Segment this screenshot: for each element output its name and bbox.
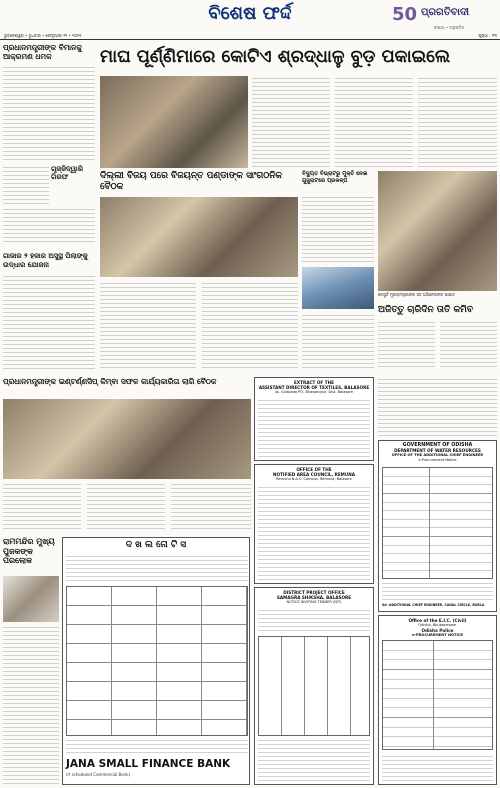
tender-ad-samagra-shiksha: [254, 587, 374, 785]
anniversary-logo: [392, 4, 420, 26]
story-power-grid: [302, 171, 374, 371]
story-internship-body: [3, 482, 251, 532]
story-priest-body: [3, 625, 59, 785]
photo-priest: [3, 576, 59, 622]
headline-ram-mandir-priest: ରାମମନ୍ଦିର ମୁଖ୍ୟ ପୁଜକଙ୍କ ପରଲୋକ: [3, 537, 55, 565]
story-temperature-body: [378, 320, 497, 370]
samagra-ad-line1: DISTRICT PROJECT OFFICE: [283, 590, 345, 595]
eic-ad-line4: e-PROCUREMENT NOTICE: [412, 633, 463, 637]
gov-ad-signature: Sd- ADDITIONAL CHIEF ENGINEER, CANAL CIRCLE, BURLA: [382, 603, 485, 607]
samagra-tender-table: [258, 636, 370, 736]
header-title: ବିଶେଷ ଫର୍ଦ୍ଦ: [208, 3, 292, 24]
possession-notice-ad: [62, 537, 250, 785]
story-pm-plane-threat: [3, 43, 95, 251]
story-body-text-2: [3, 165, 49, 205]
remuna-ad-line2: NOTIFIED AREA COUNCIL, REMUNA: [273, 472, 355, 477]
headline-power-grid: ବିଦ୍ୟୁତ ବିଭ୍ରାଟରୁ ମୁକ୍ତି ନେଇ ଗୁଜୁରାଟରେ ପ୍ରକଳ୍ପ: [302, 171, 368, 184]
eic-ad-line1: Office of the E.I.C. (Civil): [408, 618, 467, 623]
textiles-ad-line3: At- Gudpada PO- Bhawanipur, Dist- Balasore: [275, 390, 353, 394]
tender-ad-eic-civil: [378, 615, 497, 785]
gov-ad-line3: OFFICE OF THE ADDITIONAL CHIEF ENGINEER: [391, 453, 484, 457]
eic-ad-line2: Odisha, Bhubaneswar: [418, 623, 457, 627]
page-number: ପୃଷ୍ଠା : ୧୩: [478, 33, 497, 38]
notice-heading: ଦ ଖ ଲ ନୋ ଟି ସ: [125, 540, 187, 550]
bank-subtitle: (A scheduled Commercial Bank): [66, 772, 131, 777]
photo-solar-field: [302, 267, 374, 309]
headline-arrest: ଗୃଜ୍ଜିଦ୍ୱାରି ଗିରଫ: [51, 165, 95, 181]
photo-delhi-meeting: [100, 197, 298, 277]
notice-table: [66, 586, 248, 736]
remuna-ad-line3: Remuna N.A.C. Campus, Remuna, Balasore: [276, 477, 352, 481]
headline-magha-purnima: ମାଘ ପୂର୍ଣ୍ଣିମାରେ କୋଟିଏ ଶ୍ରଦ୍ଧାଳୁ ବୁଡ଼ ପକାଇଲେ: [100, 47, 451, 67]
photo-actor-meeting: [378, 171, 497, 291]
date-line: ଭୁବନେଶ୍ୱର • ବୁଧବାର • ଫେବୃଆରୀ ୧୨ • ୨୦୨୫: [4, 33, 82, 38]
headline-pm-internship: ପ୍ରଧାନମନ୍ତ୍ରୀଙ୍କ ଇଣ୍ଟର୍ଣ୍ଣସିପ୍ କିମ୍ବା ସଫଳ କାର୍ଯ୍ୟକାରିତା ଲାଗି ବୈଠକ: [3, 377, 217, 386]
textiles-ad-line2: ASSISTANT DIRECTOR OF TEXTILES, BALASORE: [258, 385, 370, 390]
textiles-ad-line1: EXTRACT OF THE: [294, 380, 334, 385]
headline-gaza-children: ଗାଜାର ୨ ହଜାର ଅସୁସ୍ଥ ପିଲାଙ୍କୁ ଉଦ୍ଧାର ଯୋଜନା: [3, 252, 88, 269]
header: [0, 0, 500, 40]
headline-temperature: ଅଜିତ୍ତୁ ଚାରିଦିନ ତାତି କମିବ: [378, 305, 474, 315]
photo-kumbh-bathing: [100, 76, 248, 168]
story-body-text: [3, 65, 95, 163]
tender-ad-water-resources: [378, 440, 497, 612]
samagra-ad-line3: NOTICE INVITING TENDER (NIT): [286, 600, 342, 604]
tender-ad-textiles: [254, 377, 374, 461]
story-gaza-children: [3, 252, 95, 372]
masthead-name: ପ୍ରଗତିବାଦୀ: [421, 7, 470, 18]
headline-delhi-meeting: ଦିଲ୍ଲୀ ବିଜୟ ପରେ ବିଜୟନ୍ତ ପଣ୍ଡାଙ୍କ ସାଂଗଠନିକ ବୈଠକ: [100, 171, 283, 192]
eic-tender-table: [382, 640, 493, 750]
story-delhi-meeting: [100, 171, 298, 371]
gov-ad-line4: e-Procurement Notice: [418, 458, 457, 462]
photo-caption: ଡେପୁଟି ମୁଖ୍ୟମନ୍ତ୍ରୀଙ୍କ ସହ ଅଭିନେତାଙ୍କ ସାକ୍ଷାତ: [378, 292, 455, 297]
story-body-text-3: [3, 207, 95, 245]
gov-ad-line1: GOVERNMENT OF ODISHA: [402, 443, 473, 448]
samagra-ad-line2: SAMAGRA SHIKSHA, BALASORE: [276, 595, 352, 600]
story-body-text: [3, 274, 95, 370]
anniversary-subline: ସଂଖ୍ୟା • ଅନୁପମିତ: [433, 25, 465, 30]
gov-tender-table: [382, 467, 493, 579]
story-kumbh-body: [252, 76, 497, 168]
header-rule: [0, 39, 500, 40]
eic-ad-line3: Odisha Police: [421, 628, 454, 633]
bank-name: JANA SMALL FINANCE BANK: [66, 758, 231, 770]
headline-pm-plane-threat: ପ୍ରଧାନମନ୍ତ୍ରୀଙ୍କ ବିମାନକୁ ଆକ୍ରମଣ ଧମକ: [3, 43, 82, 61]
remuna-ad-line1: OFFICE OF THE: [296, 467, 332, 472]
tender-ad-remuna-nac: [254, 464, 374, 584]
gov-ad-line2: DEPARTMENT OF WATER RESOURCES: [394, 448, 481, 453]
photo-internship-meeting: [3, 399, 251, 479]
anniversary-number: 50: [392, 4, 418, 25]
tender-notice-body: [378, 377, 497, 437]
